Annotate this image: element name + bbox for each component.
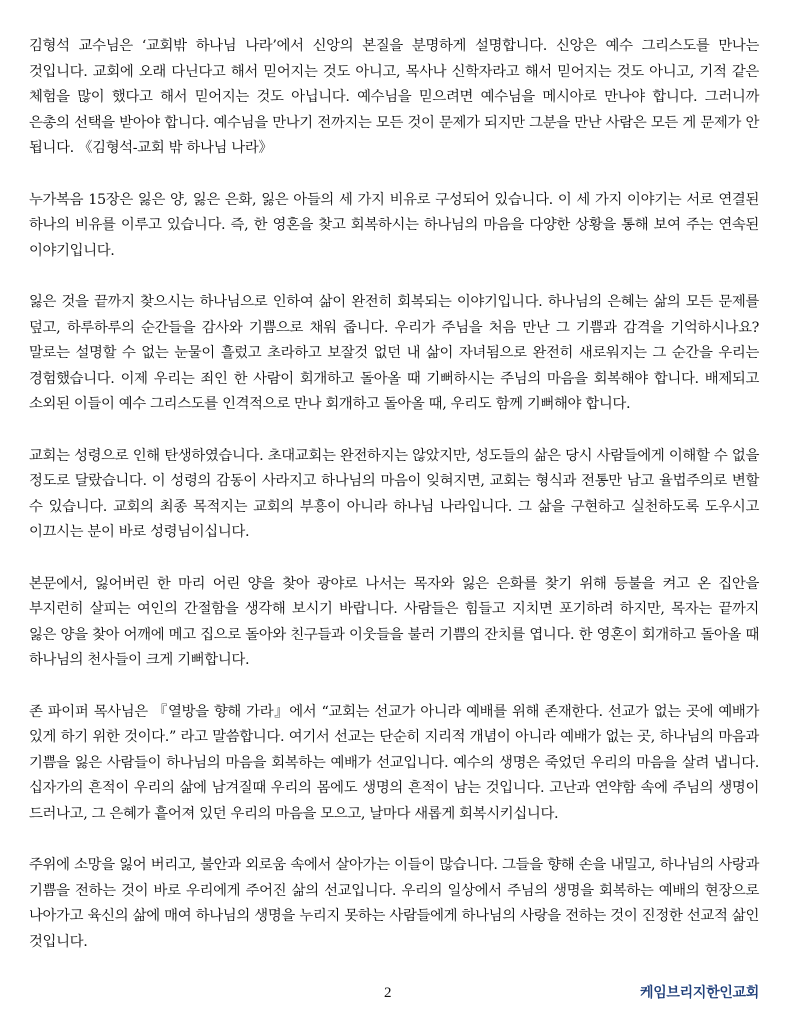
paragraph-7: 주위에 소망을 잃어 버리고, 불안과 외로움 속에서 살아가는 이들이 많습니다. 그들을 향해 손을 내밀고, 하나님의 사랑과 기쁨을 전하는 것이 바로 우리에게 주어진 삶의 선교입니다. 우리의 일상에서 주님의 생명을 회복하는 예배의 현장으로 나아가고 육신의 삶에 매여 하나님의 생명을 누리지 못하는 사람들에게 하나님의 사랑을 전하는 것이 진정한 선교적 삶인 것입니다. [29, 857, 759, 950]
page-number: 2 [384, 985, 392, 1001]
paragraph-5: 본문에서, 잃어버린 한 마리 어린 양을 찾아 광야로 나서는 목자와 잃은 은화를 찾기 위해 등불을 켜고 온 집안을 부지런히 살피는 여인의 간절함을 생각해 보시기 바랍니다. 사람들은 힘들고 지치면 포기하려 하지만, 목자는 끝까지 잃은 양을 찾아 어깨에 메고 집으로 돌아와 친구들과 이웃들을 불러 기쁨의 잔치를 엽니다. 한 영혼이 회개하고 돌아올 때 하나님의 천사들이 크게 기뻐합니다. [29, 575, 759, 668]
paragraph-3: 잃은 것을 끝까지 찾으시는 하나님으로 인하여 삶이 완전히 회복되는 이야기입니다. 하나님의 은혜는 삶의 모든 문제를 덮고, 하루하루의 순간들을 감사와 기쁨으로 채워 줍니다. 우리가 주님을 처음 만난 그 기쁨과 감격을 기억하시나요? 말로는 설명할 수 없는 눈물이 흘렀고 초라하고 보잘것 없던 내 삶이 자녀됨으로 완전히 새로워지는 그 순간을 우리는 경험했습니다. 이제 우리는 죄인 한 사람이 회개하고 돌아올 때 기뻐하시는 주님의 마음을 회복해야 합니다. 배제되고 소외된 이들이 예수 그리스도를 인격적으로 만나 회개하고 돌아올 때, 우리도 함께 기뻐해야 합니다. [29, 294, 759, 412]
paragraph-4: 교회는 성령으로 인해 탄생하였습니다. 초대교회는 완전하지는 않았지만, 성도들의 삶은 당시 사람들에게 이해할 수 없을 정도로 달랐습니다. 이 성령의 감동이 사라지고 하나님의 마음이 잊혀지면, 교회는 형식과 전통만 남고 율법주의로 변할 수 있습니다. 교회의 최종 목적지는 교회의 부흥이 아니라 하나님 나라입니다. 그 삶을 구현하고 실천하도록 도우시고 이끄시는 분이 바로 성령님이십니다. [29, 447, 759, 540]
paragraph-2: 누가복음 15장은 잃은 양, 잃은 은화, 잃은 아들의 세 가지 비유로 구성되어 있습니다. 이 세 가지 이야기는 서로 연결된 하나의 비유를 이루고 있습니다. 즉, 한 영혼을 찾고 회복하시는 하나님의 마음을 다양한 상황을 통해 보여 주는 연속된 이야기입니다. [29, 191, 759, 259]
church-name: 케임브리지한인교회 [639, 985, 759, 1001]
paragraph-6: 존 파이퍼 목사님은 『열방을 향해 가라』에서 “교회는 선교가 아니라 예배를 위해 존재한다. 선교가 없는 곳에 예배가 있게 하기 위한 것이다.” 라고 말씀합니다. 여기서 선교는 단순히 지리적 개념이 아니라 예배가 없는 곳, 하나님의 마음과 기쁨을 잃은 사람들이 하나님의 마음을 회복하는 예배가 선교입니다. 예수의 생명은 죽었던 우리의 마음을 살려 냅니다. 십자가의 흔적이 우리의 삶에 남겨질때 우리의 몸에도 생명의 흔적이 남는 것입니다. 고난과 연약함 속에 주님의 생명이 드러나고, 그 은혜가 흩어져 있던 우리의 마음을 모으고, 날마다 새롭게 회복시키십니다. [29, 703, 759, 822]
page-footer [0, 983, 785, 1007]
paragraph-1: 김형석 교수님은 ‘교회밖 하나님 나라’에서 신앙의 본질을 분명하게 설명합니다. 신앙은 예수 그리스도를 만나는 것입니다. 교회에 오래 다닌다고 해서 믿어지는 것도 아니고, 목사나 신학자라고 해서 믿어지는 것도 아니고, 기적 같은 체험을 많이 했다고 해서 믿어지는 것도 아닙니다. 예수님을 믿으려면 예수님을 메시아로 만나야 합니다. 그러니까 은총의 선택을 받아야 합니다. 예수님을 만나기 전까지는 모든 것이 문제가 되지만 그분을 만난 사람은 모든 게 문제가 안 됩니다. 《김형석-교회 밖 하나님 나라》 [29, 38, 759, 156]
